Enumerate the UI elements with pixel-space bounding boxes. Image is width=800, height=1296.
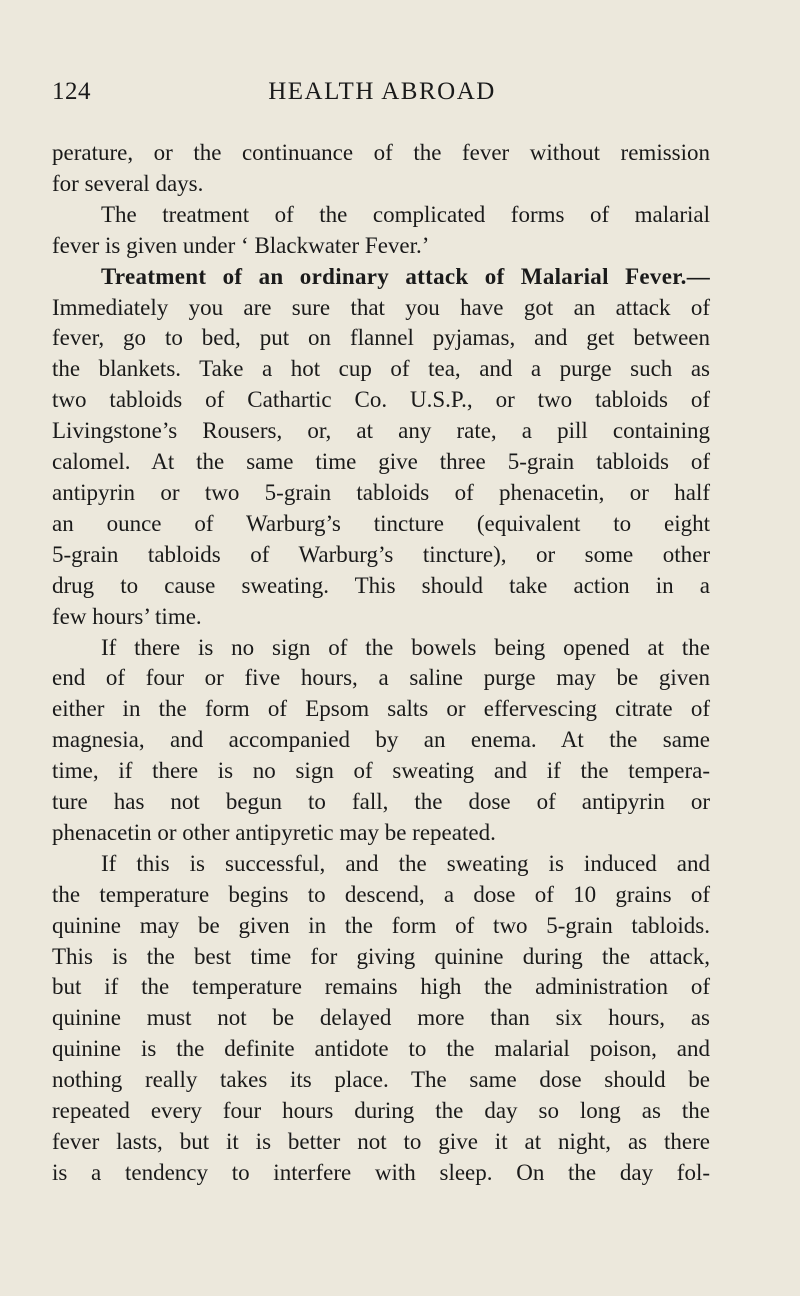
section-heading: Treatment of an ordinary attack of Malarial Fever.— [101, 263, 710, 289]
text-line: ture has not begun to fall, the dose of antipyrin or [52, 789, 710, 815]
section-heading-line [52, 262, 710, 293]
text-line: drug to cause sweating. This should take action in a [52, 572, 710, 598]
text-line: two tabloids of Cathartic Co. U.S.P., or two tabloids of [52, 387, 710, 413]
text-line: If there is no sign of the bowels being opened at the [101, 634, 710, 660]
paragraph [52, 663, 710, 694]
text-line: This is the best time for giving quinine during the attack, [52, 943, 710, 969]
paragraph [52, 1065, 710, 1096]
text-line: fever is given under ‘ Blackwater Fever.’ [52, 232, 430, 258]
paragraph [52, 323, 710, 354]
text-line: fever lasts, but it is better not to give it at night, as there [52, 1129, 710, 1154]
text-line: for several days. [52, 170, 204, 196]
text-line: end of four or five hours, a saline purge may be given [52, 665, 710, 691]
paragraph [52, 354, 710, 385]
text-line: nothing really takes its place. The same dose should be [52, 1067, 710, 1093]
page-number: 124 [52, 78, 91, 105]
paragraph [52, 818, 710, 849]
body-text [52, 138, 710, 1189]
paragraph [52, 602, 710, 633]
paragraph [52, 694, 710, 725]
paragraph [52, 942, 710, 973]
text-line: repeated every four hours during the day so long as the [52, 1098, 710, 1124]
paragraph [52, 1003, 710, 1034]
text-line: Immediately you are sure that you have got an attack of [52, 294, 710, 320]
paragraph [52, 385, 710, 416]
paragraph [52, 509, 710, 540]
text-line: is a tendency to interfere with sleep. On the day fol- [52, 1159, 710, 1185]
text-line: calomel. At the same time give three 5-grain tabloids of [52, 449, 710, 475]
text-line: The treatment of the complicated forms of malarial [101, 201, 710, 227]
text-line: perature, or the continuance of the fever without remission [52, 140, 710, 165]
paragraph [52, 200, 710, 231]
paragraph [52, 725, 710, 756]
paragraph [52, 293, 710, 324]
paragraph [52, 447, 710, 478]
paragraph [52, 911, 710, 942]
text-line: Livingstone’s Rousers, or, at any rate, a pill containing [52, 418, 710, 444]
paragraph [52, 972, 710, 1003]
text-line: If this is successful, and the sweating is induced and [101, 850, 710, 876]
text-line: few hours’ time. [52, 603, 202, 629]
text-line: quinine must not be delayed more than six hours, as [52, 1005, 710, 1031]
text-line: the temperature begins to descend, a dose of 10 grains of [52, 881, 710, 907]
running-head-title: HEALTH ABROAD [268, 78, 496, 105]
text-line: magnesia, and accompanied by an enema. At the same [52, 727, 710, 753]
text-line: but if the temperature remains high the administration of [52, 974, 710, 1000]
paragraph [52, 1034, 710, 1065]
paragraph [52, 138, 710, 169]
paragraph [52, 1096, 710, 1127]
running-head [52, 78, 712, 112]
paragraph [52, 849, 710, 880]
paragraph [52, 1127, 710, 1158]
paragraph [52, 787, 710, 818]
text-line: time, if there is no sign of sweating and if the tempera- [52, 758, 710, 784]
text-line: fever, go to bed, put on flannel pyjamas, and get between [52, 325, 710, 351]
paragraph [52, 169, 710, 200]
paragraph [52, 1158, 710, 1189]
paragraph [52, 478, 710, 509]
paragraph [52, 756, 710, 787]
paragraph [52, 571, 710, 602]
text-line: antipyrin or two 5-grain tabloids of phenacetin, or half [52, 479, 710, 505]
paragraph [52, 880, 710, 911]
text-line: 5-grain tabloids of Warburg’s tincture), or some other [52, 541, 710, 567]
text-line: the blankets. Take a hot cup of tea, and a purge such as [52, 356, 710, 382]
paragraph [52, 231, 710, 262]
text-line: phenacetin or other antipyretic may be repeated. [52, 819, 496, 845]
text-line: either in the form of Epsom salts or effervescing citrate of [52, 696, 710, 722]
paragraph [52, 540, 710, 571]
text-line: quinine may be given in the form of two 5-grain tabloids. [52, 912, 710, 938]
text-line: quinine is the definite antidote to the malarial poison, and [52, 1036, 710, 1062]
paragraph [52, 633, 710, 664]
paragraph [52, 416, 710, 447]
text-line: an ounce of Warburg’s tincture (equivalent to eight [52, 510, 710, 536]
